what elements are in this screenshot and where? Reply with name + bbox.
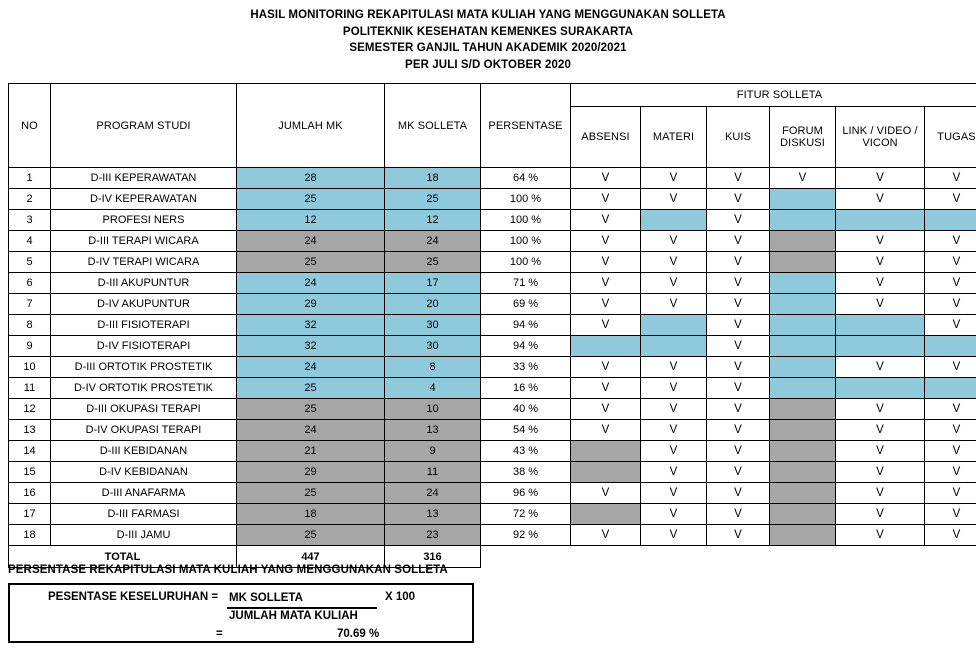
cell-mk-solleta: 18 [385,168,481,189]
cell-program-studi: D-IV FISIOTERAPI [51,336,237,357]
cell-feature-link-video-vicon: V [836,420,925,441]
cell-feature-absensi: V [571,399,641,420]
cell-feature-tugas: V [925,420,976,441]
header-mk-solleta: MK SOLLETA [385,84,481,168]
cell-program-studi: D-III FARMASI [51,504,237,525]
monitoring-table-wrapper [0,83,976,568]
cell-program-studi: D-IV AKUPUNTUR [51,294,237,315]
title-line-2: POLITEKNIK KESEHATAN KEMENKES SURAKARTA [342,25,634,38]
cell-feature-forum-diskusi [770,378,836,399]
cell-feature-materi: V [641,252,707,273]
cell-feature-forum-diskusi [770,273,836,294]
cell-feature-absensi: V [571,168,641,189]
cell-feature-kuis: V [707,294,770,315]
cell-feature-forum-diskusi [770,462,836,483]
table-row [9,504,976,525]
cell-mk-solleta: 4 [385,378,481,399]
cell-persentase: 100 % [481,189,571,210]
cell-jumlah-mk: 21 [237,441,385,462]
cell-mk-solleta: 24 [385,483,481,504]
cell-no: 16 [9,483,51,504]
cell-persentase: 64 % [481,168,571,189]
cell-feature-kuis: V [707,504,770,525]
cell-feature-forum-diskusi [770,420,836,441]
header-feature-link-video-vicon: LINK / VIDEO / VICON [836,107,925,168]
cell-no: 12 [9,399,51,420]
cell-feature-materi [641,315,707,336]
cell-persentase: 33 % [481,357,571,378]
cell-jumlah-mk: 24 [237,357,385,378]
cell-no: 15 [9,462,51,483]
cell-mk-solleta: 17 [385,273,481,294]
header-feature-absensi: ABSENSI [571,107,641,168]
cell-total-label: TOTAL [9,546,237,568]
cell-no: 6 [9,273,51,294]
cell-mk-solleta: 24 [385,231,481,252]
cell-feature-link-video-vicon: V [836,525,925,546]
cell-feature-tugas [925,378,976,399]
cell-feature-kuis: V [707,483,770,504]
cell-feature-tugas: V [925,399,976,420]
cell-feature-tugas: V [925,462,976,483]
cell-feature-link-video-vicon: V [836,504,925,525]
cell-program-studi: D-III KEPERAWATAN [51,168,237,189]
cell-program-studi: D-III ORTOTIK PROSTETIK [51,357,237,378]
cell-persentase: 96 % [481,483,571,504]
cell-persentase: 94 % [481,315,571,336]
cell-persentase: 72 % [481,504,571,525]
cell-program-studi: D-IV KEPERAWATAN [51,189,237,210]
cell-feature-tugas: V [925,273,976,294]
cell-feature-materi [641,210,707,231]
cell-mk-solleta: 10 [385,399,481,420]
table-row [9,273,976,294]
cell-feature-link-video-vicon: V [836,483,925,504]
table-row [9,231,976,252]
cell-feature-forum-diskusi [770,315,836,336]
cell-persentase: 16 % [481,378,571,399]
cell-feature-forum-diskusi [770,210,836,231]
cell-feature-kuis: V [707,210,770,231]
cell-jumlah-mk: 29 [237,294,385,315]
header-feature-materi: MATERI [641,107,707,168]
header-program-studi: PROGRAM STUDI [51,84,237,168]
cell-no: 5 [9,252,51,273]
cell-feature-forum-diskusi [770,441,836,462]
cell-persentase: 69 % [481,294,571,315]
header-row-group [9,84,976,107]
cell-feature-absensi [571,462,641,483]
table-row [9,525,976,546]
cell-feature-absensi: V [571,252,641,273]
cell-feature-tugas: V [925,315,976,336]
table-row [9,483,976,504]
cell-program-studi: D-III AKUPUNTUR [51,273,237,294]
cell-feature-forum-diskusi [770,231,836,252]
cell-feature-tugas: V [925,525,976,546]
table-row [9,462,976,483]
cell-feature-link-video-vicon: V [836,252,925,273]
cell-feature-absensi: V [571,315,641,336]
header-feature-forum-diskusi: FORUM DISKUSI [770,107,836,168]
formula-label: PESENTASE KESELURUHAN = [48,591,219,603]
cell-feature-materi: V [641,357,707,378]
cell-feature-tugas: V [925,189,976,210]
table-row [9,210,976,231]
cell-persentase: 94 % [481,336,571,357]
cell-feature-link-video-vicon [836,315,925,336]
cell-feature-forum-diskusi [770,357,836,378]
cell-jumlah-mk: 28 [237,168,385,189]
header-jumlah-mk: JUMLAH MK [237,84,385,168]
cell-feature-tugas: V [925,504,976,525]
cell-no: 4 [9,231,51,252]
cell-feature-kuis: V [707,441,770,462]
cell-no: 13 [9,420,51,441]
cell-feature-forum-diskusi [770,252,836,273]
cell-feature-absensi: V [571,525,641,546]
cell-jumlah-mk: 24 [237,231,385,252]
cell-feature-link-video-vicon: V [836,441,925,462]
header-fitur-solleta-group: FITUR SOLLETA [571,84,976,107]
cell-feature-absensi: V [571,210,641,231]
cell-persentase: 100 % [481,210,571,231]
cell-feature-materi: V [641,462,707,483]
table-row [9,189,976,210]
cell-no: 18 [9,525,51,546]
table-row [9,294,976,315]
cell-feature-kuis: V [707,273,770,294]
cell-total-empty [481,546,976,568]
cell-program-studi: D-IV KEBIDANAN [51,462,237,483]
cell-feature-kuis: V [707,168,770,189]
cell-program-studi: D-IV TERAPI WICARA [51,252,237,273]
cell-jumlah-mk: 32 [237,336,385,357]
cell-feature-absensi: V [571,483,641,504]
title-line-4: PER JULI S/D OKTOBER 2020 [405,58,571,71]
table-head [9,84,976,168]
cell-jumlah-mk: 12 [237,210,385,231]
table-row [9,252,976,273]
cell-feature-absensi: V [571,273,641,294]
formula-multiplier: X 100 [385,591,416,603]
cell-feature-tugas: V [925,441,976,462]
cell-program-studi: D-III JAMU [51,525,237,546]
cell-feature-absensi: V [571,378,641,399]
cell-mk-solleta: 12 [385,210,481,231]
cell-jumlah-mk: 25 [237,252,385,273]
formula-numerator: MK SOLLETA [229,592,303,604]
header-no: NO [9,84,51,168]
cell-feature-link-video-vicon: V [836,399,925,420]
cell-feature-absensi: V [571,294,641,315]
title-line-3: SEMESTER GANJIL TAHUN AKADEMIK 2020/2021 [349,42,627,54]
cell-jumlah-mk: 29 [237,462,385,483]
cell-feature-kuis: V [707,378,770,399]
header-feature-kuis: KUIS [707,107,770,168]
cell-feature-absensi: V [571,231,641,252]
cell-feature-link-video-vicon [836,378,925,399]
cell-program-studi: D-IV ORTOTIK PROSTETIK [51,378,237,399]
cell-persentase: 71 % [481,273,571,294]
cell-feature-forum-diskusi [770,525,836,546]
cell-feature-kuis: V [707,252,770,273]
formula-box [8,583,474,643]
cell-feature-absensi [571,441,641,462]
cell-no: 7 [9,294,51,315]
cell-feature-link-video-vicon: V [836,189,925,210]
table-row [9,420,976,441]
cell-feature-link-video-vicon: V [836,168,925,189]
cell-feature-forum-diskusi: V [770,168,836,189]
cell-feature-materi: V [641,525,707,546]
cell-no: 14 [9,441,51,462]
cell-no: 9 [9,336,51,357]
cell-jumlah-mk: 24 [237,420,385,441]
cell-feature-materi: V [641,168,707,189]
cell-feature-materi: V [641,378,707,399]
cell-feature-materi: V [641,231,707,252]
cell-program-studi: D-III OKUPASI TERAPI [51,399,237,420]
cell-feature-materi: V [641,294,707,315]
cell-feature-kuis: V [707,315,770,336]
cell-no: 11 [9,378,51,399]
formula-denominator: JUMLAH MATA KULIAH [229,610,358,622]
cell-feature-tugas: V [925,168,976,189]
cell-mk-solleta: 25 [385,252,481,273]
cell-feature-link-video-vicon: V [836,231,925,252]
cell-feature-tugas [925,336,976,357]
cell-mk-solleta: 30 [385,315,481,336]
cell-total-jumlah-mk: 447 [237,546,385,568]
cell-program-studi: D-III FISIOTERAPI [51,315,237,336]
cell-feature-forum-diskusi [770,294,836,315]
cell-feature-forum-diskusi [770,504,836,525]
cell-no: 1 [9,168,51,189]
cell-mk-solleta: 8 [385,357,481,378]
cell-program-studi: D-III ANAFARMA [51,483,237,504]
cell-feature-tugas [925,210,976,231]
cell-mk-solleta: 30 [385,336,481,357]
cell-feature-link-video-vicon: V [836,357,925,378]
cell-jumlah-mk: 25 [237,483,385,504]
formula-fraction-bar [227,607,377,609]
cell-feature-kuis: V [707,420,770,441]
cell-persentase: 92 % [481,525,571,546]
cell-feature-materi: V [641,441,707,462]
title-line-1: HASIL MONITORING REKAPITULASI MATA KULIAH YANG MENGGUNAKAN SOLLETA [250,9,726,21]
cell-feature-absensi: V [571,357,641,378]
cell-feature-link-video-vicon: V [836,294,925,315]
cell-feature-materi [641,336,707,357]
cell-jumlah-mk: 32 [237,315,385,336]
cell-mk-solleta: 25 [385,189,481,210]
table-body [9,168,976,568]
table-row [9,336,976,357]
cell-feature-tugas: V [925,294,976,315]
cell-feature-materi: V [641,504,707,525]
cell-feature-kuis: V [707,336,770,357]
cell-feature-kuis: V [707,525,770,546]
cell-no: 10 [9,357,51,378]
cell-program-studi: D-III KEBIDANAN [51,441,237,462]
cell-feature-kuis: V [707,399,770,420]
cell-feature-materi: V [641,399,707,420]
cell-feature-tugas: V [925,231,976,252]
cell-program-studi: D-IV OKUPASI TERAPI [51,420,237,441]
cell-program-studi: PROFESI NERS [51,210,237,231]
cell-feature-link-video-vicon: V [836,273,925,294]
cell-no: 2 [9,189,51,210]
cell-mk-solleta: 13 [385,504,481,525]
monitoring-table [8,83,976,568]
cell-persentase: 43 % [481,441,571,462]
cell-feature-tugas: V [925,357,976,378]
cell-mk-solleta: 9 [385,441,481,462]
footer-caption: PERSENTASE REKAPITULASI MATA KULIAH YANG MENGGUNAKAN SOLLETA [8,564,448,576]
cell-feature-absensi: V [571,420,641,441]
cell-feature-link-video-vicon [836,210,925,231]
cell-feature-kuis: V [707,231,770,252]
cell-mk-solleta: 20 [385,294,481,315]
cell-jumlah-mk: 25 [237,378,385,399]
cell-persentase: 100 % [481,231,571,252]
formula-result: 70.69 % [337,628,380,640]
cell-mk-solleta: 13 [385,420,481,441]
cell-no: 17 [9,504,51,525]
cell-no: 8 [9,315,51,336]
cell-feature-link-video-vicon: V [836,462,925,483]
cell-program-studi: D-III TERAPI WICARA [51,231,237,252]
cell-feature-forum-diskusi [770,399,836,420]
cell-feature-materi: V [641,420,707,441]
formula-equals-sign: = [216,628,223,640]
cell-jumlah-mk: 18 [237,504,385,525]
cell-feature-tugas: V [925,252,976,273]
table-row [9,357,976,378]
cell-feature-tugas: V [925,483,976,504]
cell-feature-absensi [571,336,641,357]
cell-mk-solleta: 11 [385,462,481,483]
cell-feature-kuis: V [707,462,770,483]
cell-persentase: 100 % [481,252,571,273]
table-row [9,168,976,189]
cell-total-mk-solleta: 316 [385,546,481,568]
cell-feature-kuis: V [707,189,770,210]
cell-jumlah-mk: 25 [237,189,385,210]
cell-no: 3 [9,210,51,231]
cell-feature-link-video-vicon [836,336,925,357]
cell-jumlah-mk: 25 [237,525,385,546]
cell-mk-solleta: 23 [385,525,481,546]
cell-feature-kuis: V [707,357,770,378]
cell-persentase: 54 % [481,420,571,441]
table-row [9,315,976,336]
cell-feature-absensi: V [571,189,641,210]
header-feature-tugas: TUGAS [925,107,976,168]
cell-feature-forum-diskusi [770,483,836,504]
cell-feature-absensi [571,504,641,525]
header-persentase: PERSENTASE [481,84,571,168]
cell-persentase: 38 % [481,462,571,483]
table-row [9,378,976,399]
cell-jumlah-mk: 24 [237,273,385,294]
cell-feature-materi: V [641,273,707,294]
table-row [9,441,976,462]
cell-feature-forum-diskusi [770,189,836,210]
cell-feature-materi: V [641,189,707,210]
cell-persentase: 40 % [481,399,571,420]
cell-feature-materi: V [641,483,707,504]
cell-feature-forum-diskusi [770,336,836,357]
table-row [9,399,976,420]
report-title-block [0,0,976,73]
cell-jumlah-mk: 25 [237,399,385,420]
